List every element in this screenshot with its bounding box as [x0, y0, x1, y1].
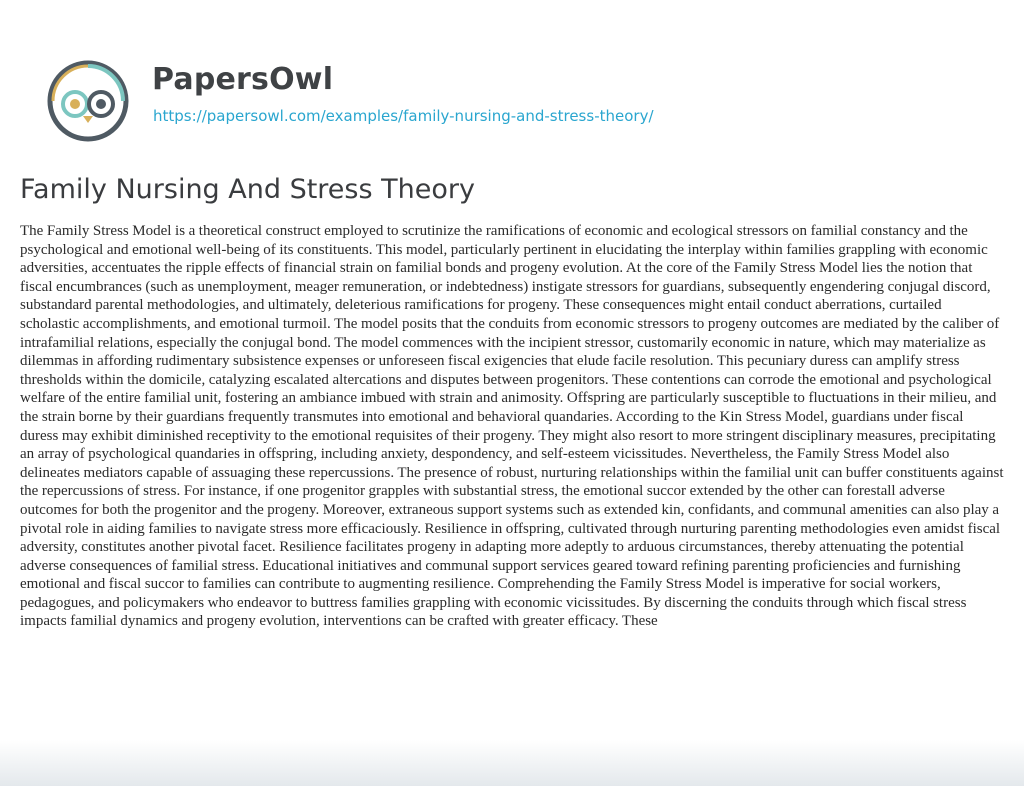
article-title: Family Nursing And Stress Theory — [20, 174, 475, 205]
owl-eyes-logo-icon — [47, 60, 129, 142]
bottom-fade-overlay — [0, 740, 1024, 786]
article-body: The Family Stress Model is a theoretical construct employed to scrutinize the ramifications of economic and ecological stressors on familial constancy and the psychological and emotional well-being of its constituents. This model, particularly pertinent in elucidating the interplay within families grappling with economic adversities, accentuates the ripple effects of financial strain on familial bonds and progeny evolution. At the core of the Family Stress Model lies the notion that fiscal encumbrances (such as unemployment, meager remuneration, or indebtedness) instigate stressors for guardians, subsequently engendering conjugal discord, substandard parental methodologies, and ultimately, deleterious ramifications for progeny. These consequences might entail conduct aberrations, curtailed scholastic accomplishments, and emotional turmoil. The model posits that the conduits from economic stressors to progeny outcomes are mediated by the caliber of intrafamilial relations, especially the conjugal bond. The model commences with the incipient stressor, customarily economic in nature, which may materialize as dilemmas in affording rudimentary subsistence expenses or unforeseen fiscal exigencies that elude facile resolution. This pecuniary duress can amplify stress thresholds within the domicile, catalyzing escalated altercations and disputes between progenitors. These contentions can corrode the emotional and psychological welfare of the entire familial unit, fostering an ambiance imbued with strain and animosity. Offspring are particularly susceptible to fluctuations in their milieu, and the strain borne by their guardians frequently transmutes into emotional and behavioral quandaries. According to the Kin Stress Model, guardians under fiscal duress may exhibit diminished receptivity to the emotional requisites of their progeny. They might also resort to more stringent disciplinary measures, precipitating an array of psychological quandaries in offspring, including anxiety, despondency, and self-esteem vicissitudes. Nevertheless, the Family Stress Model also delineates mediators capable of assuaging these repercussions. The presence of robust, nurturing relationships within the familial unit can buffer constituents against the repercussions of stress. For instance, if one progenitor grapples with substantial stress, the emotional succor extended by the other can forestall adverse outcomes for both the progenitor and the progeny. Moreover, extraneous support systems such as extended kin, confidants, and communal amenities can also play a pivotal role in aiding families to navigate stress more efficaciously. Resilience in offspring, cultivated through nurturing parenting methodologies even amidst fiscal adversity, constitutes another pivotal facet. Resilience facilitates progeny in adapting more adeptly to arduous circumstances, thereby attenuating the potential adverse consequences of familial stress. Educational initiatives and communal support services geared toward refining parenting proficiencies and furnishing emotional and fiscal succor to families can contribute to augmenting resilience. Comprehending the Family Stress Model is imperative for social workers, pedagogues, and policymakers who endeavor to buttress families grappling with economic vicissitudes. By discerning the conduits through which fiscal stress impacts familial dynamics and progeny evolution, interventions can be crafted with greater efficacy. These — [20, 223, 1004, 630]
article-url-link[interactable]: https://papersowl.com/examples/family-nursing-and-stress-theory/ — [153, 107, 654, 125]
header — [0, 0, 1024, 160]
brand-name: PapersOwl — [152, 62, 334, 97]
